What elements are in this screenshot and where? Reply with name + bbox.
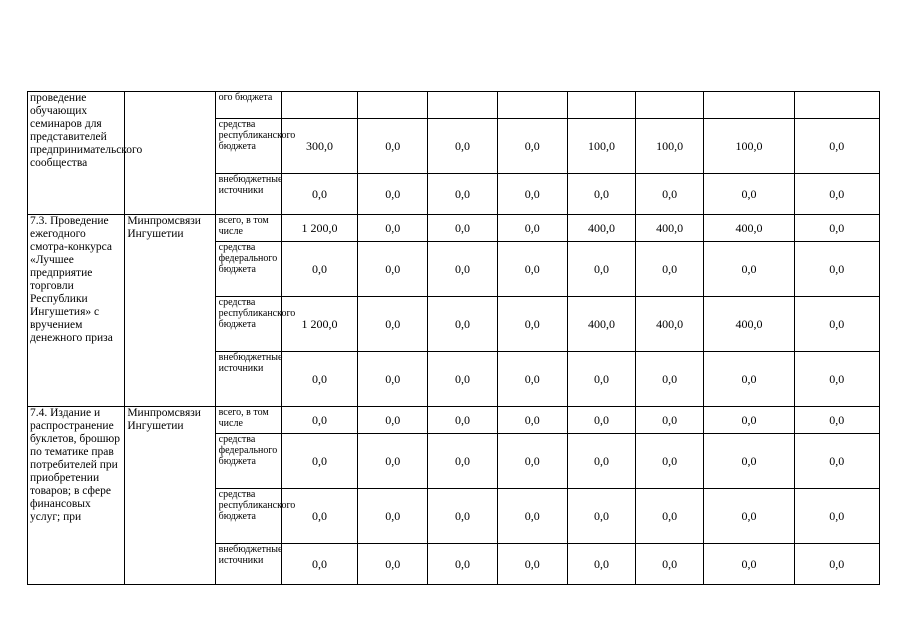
- year-value-cell: 400,0: [704, 297, 794, 352]
- year-value-cell: 100,0: [704, 119, 794, 174]
- year-value-cell: 0,0: [428, 297, 497, 352]
- year-value-cell: 0,0: [428, 434, 497, 489]
- year-value-cell: 0,0: [636, 242, 704, 297]
- table-row: [28, 92, 880, 119]
- year-value-cell: 0,0: [497, 174, 567, 215]
- year-value-cell: 0,0: [636, 489, 704, 544]
- year-value-cell: 0,0: [358, 434, 428, 489]
- year-value-cell: [704, 92, 794, 119]
- year-value-cell: 0,0: [428, 544, 497, 585]
- year-value-cell: [567, 92, 635, 119]
- year-value-cell: 0,0: [358, 242, 428, 297]
- item-name-7-3: 7.3. Проведение ежегодного смотра-конкурса «Лучшее предприятие торговли Республики Ингушетия» с вручением денежного приза: [28, 215, 125, 407]
- year-value-cell: 400,0: [704, 215, 794, 242]
- year-value-cell: 0,0: [704, 352, 794, 407]
- year-value-cell: 0,0: [567, 352, 635, 407]
- year-value-cell: 0,0: [704, 242, 794, 297]
- year-value-cell: 400,0: [636, 215, 704, 242]
- year-value-cell: 0,0: [567, 407, 635, 434]
- year-value-cell: 0,0: [428, 352, 497, 407]
- table-body: [28, 92, 880, 585]
- year-value-cell: 0,0: [497, 297, 567, 352]
- funding-source-cell: внебюджетные источники: [215, 352, 281, 407]
- year-value-cell: 0,0: [704, 544, 794, 585]
- funding-source-cell: средства республиканского бюджета: [215, 119, 281, 174]
- funding-source-cell: всего, в том числе: [215, 407, 281, 434]
- year-value-cell: 0,0: [497, 489, 567, 544]
- year-value-cell: 0,0: [636, 352, 704, 407]
- year-value-cell: 0,0: [358, 352, 428, 407]
- year-value-cell: 0,0: [704, 174, 794, 215]
- year-value-cell: 0,0: [358, 407, 428, 434]
- year-value-cell: 0,0: [358, 174, 428, 215]
- table-row: [28, 407, 880, 434]
- total-value-cell: 1 200,0: [281, 215, 357, 242]
- funding-source-cell: средства федерального бюджета: [215, 434, 281, 489]
- year-value-cell: 0,0: [567, 489, 635, 544]
- total-value-cell: 0,0: [281, 434, 357, 489]
- year-value-cell: 0,0: [497, 242, 567, 297]
- year-value-cell: 0,0: [704, 489, 794, 544]
- year-value-cell: 0,0: [358, 215, 428, 242]
- year-value-cell: 0,0: [497, 215, 567, 242]
- year-value-cell: 0,0: [794, 434, 879, 489]
- funding-source-cell: ого бюджета: [215, 92, 281, 119]
- funding-source-cell: внебюджетные источники: [215, 174, 281, 215]
- year-value-cell: 0,0: [794, 119, 879, 174]
- year-value-cell: 0,0: [567, 242, 635, 297]
- item-name-7-4: 7.4. Издание и распространение буклетов, брошюр по тематике прав потребителей при приобретении товаров; в сфере финансовых услуг; при: [28, 407, 125, 585]
- total-value-cell: 0,0: [281, 174, 357, 215]
- year-value-cell: 0,0: [497, 352, 567, 407]
- funding-source-cell: средства республиканского бюджета: [215, 489, 281, 544]
- year-value-cell: 400,0: [636, 297, 704, 352]
- budget-table: [27, 91, 880, 585]
- year-value-cell: [358, 92, 428, 119]
- total-value-cell: 0,0: [281, 489, 357, 544]
- total-value-cell: 0,0: [281, 352, 357, 407]
- year-value-cell: 0,0: [636, 174, 704, 215]
- item-name-continued: проведение обучающих семинаров для представителей предпринимательского сообщества: [28, 92, 125, 215]
- total-value-cell: 0,0: [281, 407, 357, 434]
- year-value-cell: 0,0: [794, 215, 879, 242]
- total-value-cell: 300,0: [281, 119, 357, 174]
- year-value-cell: 0,0: [358, 489, 428, 544]
- year-value-cell: 0,0: [567, 544, 635, 585]
- year-value-cell: [497, 92, 567, 119]
- year-value-cell: 0,0: [358, 544, 428, 585]
- year-value-cell: 0,0: [567, 174, 635, 215]
- year-value-cell: 0,0: [636, 544, 704, 585]
- funding-source-cell: средства федерального бюджета: [215, 242, 281, 297]
- table-row: [28, 215, 880, 242]
- year-value-cell: 0,0: [794, 352, 879, 407]
- year-value-cell: [636, 92, 704, 119]
- year-value-cell: [794, 92, 879, 119]
- year-value-cell: 0,0: [428, 242, 497, 297]
- total-value-cell: 0,0: [281, 544, 357, 585]
- year-value-cell: 0,0: [794, 407, 879, 434]
- executor-cell: Минпромсвязи Ингушетии: [125, 215, 215, 407]
- year-value-cell: 0,0: [428, 407, 497, 434]
- year-value-cell: 0,0: [794, 297, 879, 352]
- year-value-cell: 0,0: [428, 489, 497, 544]
- executor-cell: Минпромсвязи Ингушетии: [125, 407, 215, 585]
- year-value-cell: 0,0: [794, 242, 879, 297]
- year-value-cell: 0,0: [428, 215, 497, 242]
- year-value-cell: 0,0: [428, 174, 497, 215]
- year-value-cell: 0,0: [794, 544, 879, 585]
- funding-source-cell: всего, в том числе: [215, 215, 281, 242]
- year-value-cell: 0,0: [704, 434, 794, 489]
- year-value-cell: 0,0: [636, 407, 704, 434]
- total-value-cell: [281, 92, 357, 119]
- year-value-cell: 0,0: [358, 119, 428, 174]
- year-value-cell: 0,0: [497, 119, 567, 174]
- funding-source-cell: средства республиканского бюджета: [215, 297, 281, 352]
- year-value-cell: 0,0: [497, 407, 567, 434]
- year-value-cell: 0,0: [794, 489, 879, 544]
- year-value-cell: 0,0: [428, 119, 497, 174]
- year-value-cell: 0,0: [358, 297, 428, 352]
- year-value-cell: 400,0: [567, 297, 635, 352]
- year-value-cell: 0,0: [497, 434, 567, 489]
- year-value-cell: 400,0: [567, 215, 635, 242]
- total-value-cell: 1 200,0: [281, 297, 357, 352]
- year-value-cell: 0,0: [497, 544, 567, 585]
- year-value-cell: 0,0: [794, 174, 879, 215]
- total-value-cell: 0,0: [281, 242, 357, 297]
- year-value-cell: 0,0: [567, 434, 635, 489]
- funding-source-cell: внебюджетные источники: [215, 544, 281, 585]
- year-value-cell: 0,0: [636, 434, 704, 489]
- year-value-cell: 100,0: [567, 119, 635, 174]
- year-value-cell: 0,0: [704, 407, 794, 434]
- year-value-cell: [428, 92, 497, 119]
- year-value-cell: 100,0: [636, 119, 704, 174]
